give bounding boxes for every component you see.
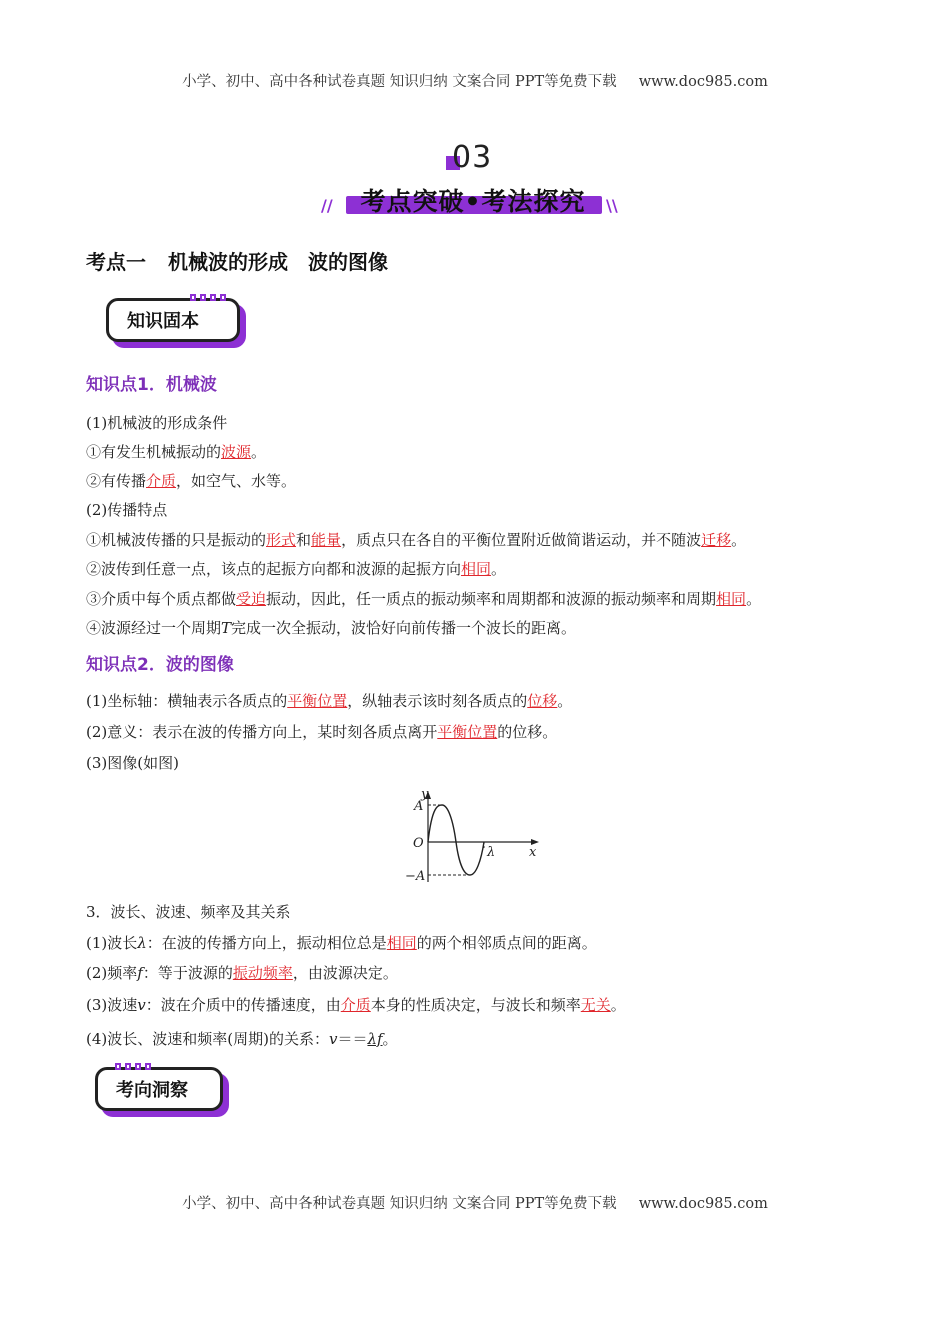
kp1-line-5: ①机械波传播的只是振动的形式和能量，质点只在各自的平衡位置附近做简谐运动，并不随波迁移。 [86, 531, 747, 549]
kp2-title: 知识点2．波的图像 [86, 655, 234, 675]
kp1-line-6: ②波传到任意一点，该点的起振方向都和波源的起振方向相同。 [86, 560, 507, 578]
kp1-line-2: ①有发生机械振动的波源。 [86, 443, 267, 461]
kp2-line-3: (3)图像(如图) [86, 754, 179, 772]
wavelength-label: λ [487, 845, 496, 860]
kp1-line-7: ③介质中每个质点都做受迫振动，因此，任一质点的振动频率和周期都和波源的振动频率和周期相同。 [86, 590, 762, 608]
answer-blank: 无关 [580, 996, 611, 1014]
answer-blank: λf [367, 1030, 383, 1048]
header-url[interactable]: www.doc985.com [638, 74, 768, 90]
answer-blank: 迁移 [701, 531, 732, 549]
tag-dots [115, 1063, 151, 1071]
footer-url[interactable]: www.doc985.com [638, 1196, 768, 1212]
answer-blank: 能量 [311, 531, 342, 549]
answer-blank: 位移 [527, 692, 558, 710]
wave-graph-figure [400, 786, 550, 886]
knowledge-tag-label: 知识固本 [106, 298, 240, 342]
answer-blank: 相同 [461, 560, 492, 578]
negative-amplitude-label: −A [405, 869, 426, 884]
slash-left-decoration: // [321, 196, 333, 215]
x-axis-label: x [529, 845, 537, 860]
amplitude-label: A [414, 799, 424, 814]
kp1-title: 知识点1．机械波 [86, 375, 217, 395]
answer-blank: 相同 [386, 934, 417, 952]
answer-blank: 受迫 [236, 590, 267, 608]
answer-blank: 平衡位置 [437, 723, 498, 741]
kp1-line-4: (2)传播特点 [86, 501, 168, 519]
kp2-line-2: (2)意义：表示在波的传播方向上，某时刻各质点离开平衡位置的位移。 [86, 723, 558, 741]
answer-blank: 相同 [716, 590, 747, 608]
kp3-line-4: (4)波长、波速和频率(周期)的关系：v＝＝λf。 [86, 1030, 398, 1048]
header-text: 小学、初中、高中各种试卷真题 知识归纳 文案合同 PPT等免费下载 [182, 74, 617, 90]
kp1-line-3: ②有传播介质，如空气、水等。 [86, 472, 297, 490]
kp2-line-1: (1)坐标轴：横轴表示各质点的平衡位置，纵轴表示该时刻各质点的位移。 [86, 692, 573, 710]
section-title: 考点突破•考法探究 [360, 187, 586, 216]
answer-blank: 形式 [266, 531, 297, 549]
kp3-line-3: (3)波速v：波在介质中的传播速度，由介质本身的性质决定，与波长和频率无关。 [86, 996, 626, 1014]
origin-label: O [413, 836, 424, 851]
kp1-line-1: (1)机械波的形成条件 [86, 414, 228, 432]
answer-blank: 介质 [146, 472, 177, 490]
topic-heading [86, 246, 388, 275]
kp3-line-2: (2)频率f：等于波源的振动频率，由波源决定。 [86, 964, 398, 982]
kp3-title: 3．波长、波速、频率及其关系 [86, 903, 291, 921]
answer-blank: 介质 [340, 996, 371, 1014]
kp1-line-8: ④波源经过一个周期T完成一次全振动，波恰好向前传播一个波长的距离。 [86, 619, 577, 637]
topic-title: 机械波的形成 波的图像 [168, 250, 388, 274]
tag-dots [190, 294, 226, 302]
sine-wave-curve [428, 805, 484, 875]
y-axis-label: y [421, 787, 429, 802]
footer-text: 小学、初中、高中各种试卷真题 知识归纳 文案合同 PPT等免费下载 [182, 1196, 617, 1212]
page-header [0, 70, 950, 91]
answer-blank: 平衡位置 [287, 692, 348, 710]
kp3-line-1: (1)波长λ：在波的传播方向上，振动相位总是相同的两个相邻质点间的距离。 [86, 934, 597, 952]
answer-blank: 振动频率 [232, 964, 293, 982]
section-number: 03 [452, 140, 493, 175]
page-footer [0, 1192, 950, 1213]
topic-label: 考点一 [86, 250, 146, 274]
insight-tag-label: 考向洞察 [95, 1067, 223, 1111]
slash-right-decoration: \\ [606, 196, 618, 215]
answer-blank: 波源 [221, 443, 252, 461]
